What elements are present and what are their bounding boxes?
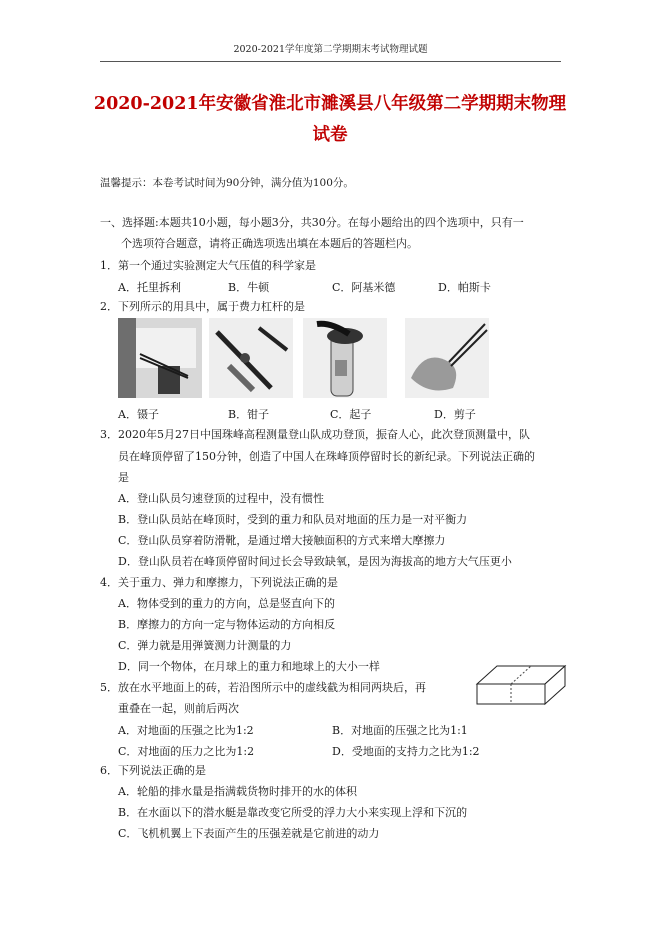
question-1-stem: 1．第一个通过实验测定大气压值的科学家是 (100, 259, 316, 272)
q5-option-b: B．对地面的压强之比为1:1 (332, 724, 468, 737)
header-rule (100, 61, 561, 62)
q4-option-c: C．弹力就是用弹簧测力计测量的力 (118, 639, 292, 652)
q3-option-c: C．登山队员穿着防滑靴，是通过增大接触面积的方式来增大摩擦力 (118, 534, 446, 547)
q6-option-b: B．在水面以下的潜水艇是靠改变它所受的浮力大小来实现上浮和下沉的 (118, 806, 468, 819)
question-4-stem: 4．关于重力、弹力和摩擦力，下列说法正确的是 (100, 576, 338, 589)
exam-tip: 温馨提示：本卷考试时间为90分钟，满分值为100分。 (100, 177, 354, 189)
q2-option-d: D．剪子 (434, 408, 476, 421)
q2-option-b: B．钳子 (228, 408, 270, 421)
scissors-photo (405, 318, 489, 398)
q5-option-a: A．对地面的压强之比为1:2 (118, 724, 254, 737)
section-intro-line2: 个选项符合题意，请将正确选项选出填在本题后的答题栏内。 (121, 237, 418, 250)
q6-option-a: A．轮船的排水量是指满载货物时排开的水的体积 (118, 785, 357, 798)
q5-option-d: D．受地面的支持力之比为1:2 (332, 745, 480, 758)
q5-option-c: C．对地面的压力之比为1:2 (118, 745, 255, 758)
q1-option-b: B．牛顿 (228, 281, 270, 294)
question-6-stem: 6．下列说法正确的是 (100, 764, 206, 777)
pliers-photo (209, 318, 293, 398)
q6-option-c: C．飞机机翼上下表面产生的压强差就是它前进的动力 (118, 827, 380, 840)
brick-diagram (475, 662, 567, 708)
question-2-stem: 2．下列所示的用具中，属于费力杠杆的是 (100, 300, 305, 313)
q2-option-c: C．起子 (330, 408, 372, 421)
q4-option-d: D．同一个物体，在月球上的重力和地球上的大小一样 (118, 660, 380, 673)
document-title-line2: 试卷 (312, 125, 348, 145)
bottle-opener-photo (303, 318, 387, 398)
q3-option-a: A．登山队员匀速登顶的过程中，没有惯性 (118, 492, 324, 505)
q2-option-a: A．镊子 (118, 408, 159, 421)
q3-option-d: D．登山队员若在峰顶停留时间过长会导致缺氧，是因为海拔高的地方大气压更小 (118, 555, 512, 568)
q1-option-a: A．托里拆利 (118, 281, 181, 294)
running-header: 2020-2021学年度第二学期期末考试物理试题 (233, 44, 428, 55)
q4-option-a: A．物体受到的重力的方向，总是竖直向下的 (118, 597, 335, 610)
section-intro-line1: 一、选择题:本题共10小题，每小题3分，共30分。在每小题给出的四个选项中，只有一 (100, 216, 524, 229)
question-3-stem-line2: 员在峰顶停留了150分钟，创造了中国人在珠峰顶停留时长的新纪录。下列说法正确的 (118, 450, 535, 463)
question-3-stem-line1: 3．2020年5月27日中国珠峰高程测量登山队成功登顶，振奋人心，此次登顶测量中，队 (100, 428, 530, 441)
tweezers-photo (118, 318, 202, 398)
q1-option-c: C．阿基米德 (332, 281, 396, 294)
q4-option-b: B．摩擦力的方向一定与物体运动的方向相反 (118, 618, 336, 631)
question-5-stem-line2: 重叠在一起，则前后两次 (118, 702, 239, 715)
q3-option-b: B．登山队员站在峰顶时，受到的重力和队员对地面的压力是一对平衡力 (118, 513, 468, 526)
question-5-stem-line1: 5．放在水平地面上的砖，若沿图所示中的虚线截为相同两块后，再 (100, 681, 426, 694)
q1-option-d: D．帕斯卡 (438, 281, 491, 294)
question-3-stem-line3: 是 (118, 471, 129, 484)
document-title-line1: 2020-2021年安徽省淮北市濉溪县八年级第二学期期末物理 (93, 94, 567, 114)
